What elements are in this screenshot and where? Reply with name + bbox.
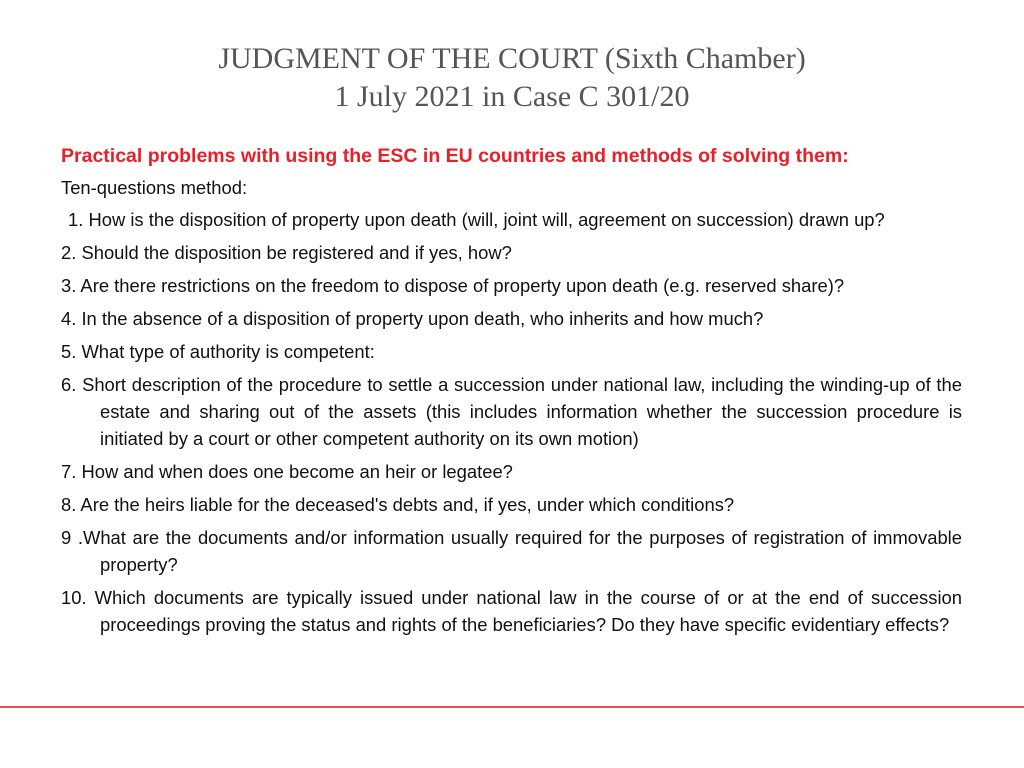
question-1: 1. How is the disposition of property upon death (will, joint will, agreement on succession) drawn up? [68,209,885,230]
question-5: 5. What type of authority is competent: [61,341,375,362]
section-heading: Practical problems with using the ESC in EU countries and methods of solving them: [61,145,849,167]
question-9: 9 .What are the documents and/or information usually required for the purposes of registration of immovable property? [61,527,962,575]
title-line-1: JUDGMENT OF THE COURT (Sixth Chamber) [218,42,806,75]
question-3: 3. Are there restrictions on the freedom to dispose of property upon death (e.g. reserved share)? [61,275,845,296]
question-4: 4. In the absence of a disposition of property upon death, who inherits and how much? [61,308,764,329]
question-7: 7. How and when does one become an heir or legatee? [61,461,513,482]
question-8: 8. Are the heirs liable for the deceased's debts and, if yes, under which conditions? [61,494,735,515]
footer-divider [0,706,1024,708]
question-10: 10. Which documents are typically issued under national law in the course of or at the end of succession proceedings proving the status and rights of the beneficiaries? Do they have specific evidentiary effects? [61,587,962,635]
slide-title [0,40,1024,116]
slide-content [61,142,962,644]
intro-text: Ten-questions method: [61,177,248,198]
question-2: 2. Should the disposition be registered and if yes, how? [61,242,512,263]
title-line-2: 1 July 2021 in Case C 301/20 [334,80,690,113]
question-6: 6. Short description of the procedure to settle a succession under national law, including the winding-up of the estate and sharing out of the assets (this includes information whether the succession procedure is initiated by a court or other competent authority on its own motion) [61,374,962,449]
